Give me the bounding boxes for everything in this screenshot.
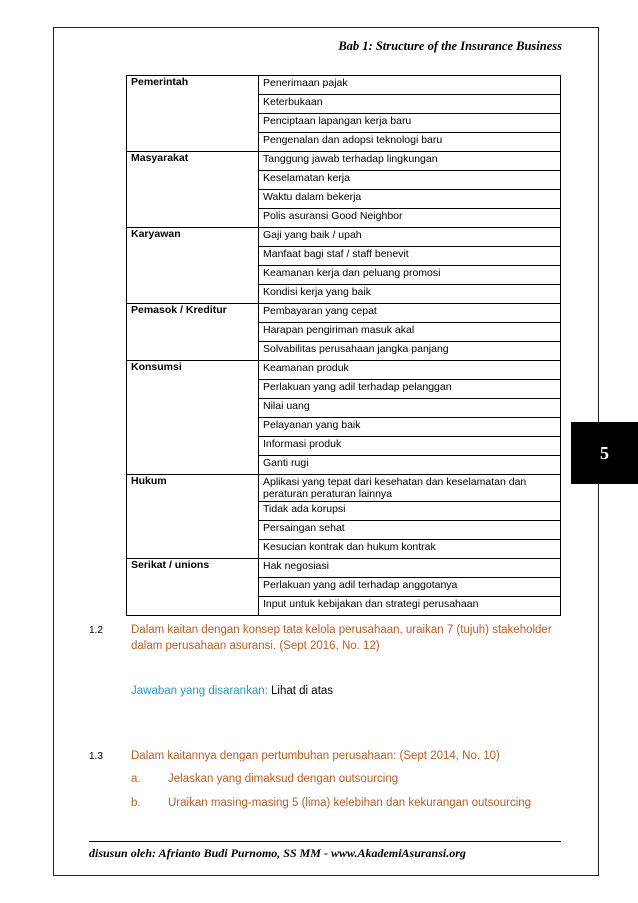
question-number: 1.2 xyxy=(89,625,103,636)
table-row xyxy=(127,475,561,502)
question-number: 1.3 xyxy=(89,751,103,762)
table-row xyxy=(127,76,561,95)
question-text xyxy=(131,622,552,654)
stakeholder-item: Keselamatan kerja xyxy=(259,171,561,190)
stakeholder-item: Perlakuan yang adil terhadap pelanggan xyxy=(259,380,561,399)
stakeholder-name: Pemasok / Kreditur xyxy=(127,304,259,361)
stakeholder-item: Kondisi kerja yang baik xyxy=(259,285,561,304)
stakeholder-item: Informasi produk xyxy=(259,437,561,456)
answer-label: Jawaban yang disarankan: xyxy=(131,685,268,697)
table-row xyxy=(127,559,561,578)
subquestion-letter: b. xyxy=(131,797,141,809)
stakeholder-item: Pengenalan dan adopsi teknologi baru xyxy=(259,133,561,152)
table-row xyxy=(127,304,561,323)
stakeholder-item: Polis asuransi Good Neighbor xyxy=(259,209,561,228)
stakeholder-item: Penerimaan pajak xyxy=(259,76,561,95)
stakeholder-item: Keterbukaan xyxy=(259,95,561,114)
stakeholder-item: Ganti rugi xyxy=(259,456,561,475)
stakeholder-name: Pemerintah xyxy=(127,76,259,152)
subquestion-text: Uraikan masing-masing 5 (lima) kelebihan dan kekurangan outsourcing xyxy=(168,797,532,809)
stakeholder-item: Pelayanan yang baik xyxy=(259,418,561,437)
stakeholder-name: Serikat / unions xyxy=(127,559,259,616)
stakeholder-item: Tanggung jawab terhadap lingkungan xyxy=(259,152,561,171)
subquestion-letter: a. xyxy=(131,773,141,785)
stakeholder-name: Konsumsi xyxy=(127,361,259,475)
stakeholder-table xyxy=(126,75,561,616)
stakeholder-item: Waktu dalam bekerja xyxy=(259,190,561,209)
table-row xyxy=(127,152,561,171)
answer-text: Lihat di atas xyxy=(267,685,334,697)
stakeholder-item: Nilai uang xyxy=(259,399,561,418)
question-line: dalam perusahaan asuransi. (Sept 2016, No. 12) xyxy=(131,640,380,652)
stakeholder-item: Input untuk kebijakan dan strategi perusahaan xyxy=(259,597,561,616)
stakeholder-item: Kesucian kontrak dan hukum kontrak xyxy=(259,540,561,559)
stakeholder-name: Masyarakat xyxy=(127,152,259,228)
subquestion-text: Jelaskan yang dimaksud dengan outsourcing xyxy=(168,773,399,785)
stakeholder-name: Hukum xyxy=(127,475,259,559)
chapter-tab: 5 xyxy=(571,422,638,484)
page-header: Bab 1: Structure of the Insurance Business xyxy=(338,39,562,53)
stakeholder-item: Solvabilitas perusahaan jangka panjang xyxy=(259,342,561,361)
stakeholder-item: Harapan pengiriman masuk akal xyxy=(259,323,561,342)
stakeholder-name: Karyawan xyxy=(127,228,259,304)
question-text: Dalam kaitannya dengan pertumbuhan perusahaan: (Sept 2014, No. 10) xyxy=(131,750,500,762)
stakeholder-item: Manfaat bagi staf / staff benevit xyxy=(259,247,561,266)
stakeholder-item: Gaji yang baik / upah xyxy=(259,228,561,247)
stakeholder-item: Keamanan produk xyxy=(259,361,561,380)
stakeholder-item: Pembayaran yang cepat xyxy=(259,304,561,323)
table-row xyxy=(127,361,561,380)
stakeholder-item: Aplikasi yang tepat dari kesehatan dan keselamatan dan peraturan peraturan lainnya xyxy=(259,475,561,502)
stakeholder-item: Keamanan kerja dan peluang promosi xyxy=(259,266,561,285)
stakeholder-item: Hak negosiasi xyxy=(259,559,561,578)
footer-divider xyxy=(89,841,561,842)
stakeholder-item: Perlakuan yang adil terhadap anggotanya xyxy=(259,578,561,597)
question-line: Dalam kaitan dengan konsep tata kelola perusahaan, uraikan 7 (tujuh) stakeholder xyxy=(131,624,552,636)
stakeholder-item: Persaingan sehat xyxy=(259,521,561,540)
page-footer: disusun oleh: Afrianto Budi Purnomo, SS MM - www.AkademiAsuransi.org xyxy=(89,846,466,860)
table-row xyxy=(127,228,561,247)
suggested-answer xyxy=(131,683,333,699)
stakeholder-item: Penciptaan lapangan kerja baru xyxy=(259,114,561,133)
stakeholder-item: Tidak ada korupsi xyxy=(259,502,561,521)
